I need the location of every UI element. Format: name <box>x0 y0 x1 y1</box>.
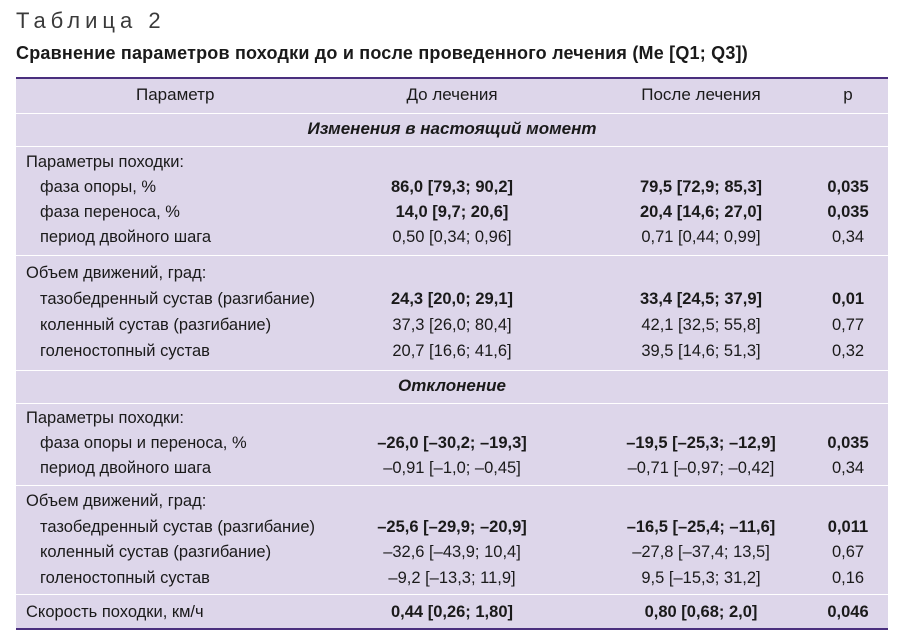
group-label <box>16 260 888 286</box>
row-after: 9,5 [–15,3; 31,2] <box>641 569 761 587</box>
row-before: –25,6 [–29,9; –20,9] <box>377 518 527 536</box>
row-p: 0,16 <box>831 569 865 587</box>
row-separator <box>16 370 888 371</box>
row-separator <box>16 146 888 147</box>
table-row <box>16 286 888 312</box>
row-param: тазобедренный сустав (разгибание) <box>40 290 316 308</box>
row-param: коленный сустав (разгибание) <box>40 316 272 334</box>
table-row <box>16 430 888 456</box>
row-separator <box>16 594 888 595</box>
row-param: период двойного шага <box>40 459 212 477</box>
header-param: Параметр <box>136 85 215 104</box>
table-row <box>16 514 888 540</box>
row-p: 0,77 <box>831 316 865 334</box>
row-p: 0,34 <box>831 459 865 477</box>
row-before: 0,50 [0,34; 0,96] <box>392 228 512 246</box>
row-param: фаза опоры, % <box>40 178 157 196</box>
row-param: Скорость походки, км/ч <box>26 603 204 621</box>
section-title-current: Изменения в настоящий момент <box>307 119 597 138</box>
row-p: 0,035 <box>827 178 869 196</box>
row-before: 37,3 [26,0; 80,4] <box>392 316 512 334</box>
row-after: 0,71 [0,44; 0,99] <box>641 228 761 246</box>
table-row <box>16 174 888 200</box>
row-before: 0,44 [0,26; 1,80] <box>391 603 513 621</box>
row-before: –9,2 [–13,3; 11,9] <box>388 569 516 587</box>
row-separator <box>16 255 888 256</box>
row-param: фаза переноса, % <box>40 203 180 221</box>
header-p: p <box>843 85 853 104</box>
row-after: 33,4 [24,5; 37,9] <box>640 290 762 308</box>
row-p: 0,67 <box>831 543 865 561</box>
row-p: 0,32 <box>831 342 865 360</box>
row-separator <box>16 485 888 486</box>
table-title: Сравнение параметров походки до и после проведенного лечения (Me [Q1; Q3]) <box>16 43 748 63</box>
row-after: –16,5 [–25,4; –11,6] <box>626 518 776 536</box>
row-before: –26,0 [–30,2; –19,3] <box>377 434 527 452</box>
row-before: 24,3 [20,0; 29,1] <box>391 290 513 308</box>
group-label <box>16 149 888 175</box>
row-param: голеностопный сустав <box>40 569 210 587</box>
row-p: 0,035 <box>827 434 869 452</box>
row-param: коленный сустав (разгибание) <box>40 543 272 561</box>
table-caption: Таблица 2 <box>16 8 166 33</box>
table-header-row <box>16 82 888 108</box>
row-before: –32,6 [–43,9; 10,4] <box>383 543 521 561</box>
row-separator <box>16 403 888 404</box>
section-title-deviation: Отклонение <box>398 376 506 395</box>
row-param: период двойного шага <box>40 228 212 246</box>
row-p: 0,01 <box>831 290 865 308</box>
table-row <box>16 599 888 625</box>
table-row <box>16 312 888 338</box>
group-label-gait: Параметры походки: <box>26 153 184 171</box>
row-before: –0,91 [–1,0; –0,45] <box>383 459 521 477</box>
data-table <box>16 77 888 630</box>
row-after: 20,4 [14,6; 27,0] <box>640 203 762 221</box>
group-label-range: Объем движений, град: <box>26 492 207 510</box>
row-after: –0,71 [–0,97; –0,42] <box>627 459 775 477</box>
row-param: тазобедренный сустав (разгибание) <box>40 518 316 536</box>
row-before: 86,0 [79,3; 90,2] <box>391 178 513 196</box>
group-label-range: Объем движений, град: <box>26 264 207 282</box>
row-p: 0,011 <box>827 518 869 536</box>
table-row <box>16 199 888 225</box>
row-after: 79,5 [72,9; 85,3] <box>640 178 762 196</box>
row-p: 0,34 <box>831 228 865 246</box>
row-p: 0,046 <box>827 603 869 621</box>
row-param: голеностопный сустав <box>40 342 210 360</box>
table-row <box>16 539 888 565</box>
row-param: фаза опоры и переноса, % <box>40 434 247 452</box>
row-separator <box>16 113 888 114</box>
table-row <box>16 455 888 481</box>
row-after: 39,5 [14,6; 51,3] <box>641 342 761 360</box>
row-after: 42,1 [32,5; 55,8] <box>641 316 761 334</box>
row-before: 14,0 [9,7; 20,6] <box>395 203 509 221</box>
table-row <box>16 338 888 364</box>
row-after: 0,80 [0,68; 2,0] <box>644 603 758 621</box>
row-after: –19,5 [–25,3; –12,9] <box>626 434 776 452</box>
group-label <box>16 488 888 514</box>
table-row <box>16 224 888 250</box>
header-after: После лечения <box>641 85 761 104</box>
row-p: 0,035 <box>827 203 869 221</box>
row-before: 20,7 [16,6; 41,6] <box>392 342 512 360</box>
table-row <box>16 565 888 591</box>
header-before: До лечения <box>406 85 498 104</box>
row-after: –27,8 [–37,4; 13,5] <box>632 543 770 561</box>
group-label <box>16 405 888 431</box>
group-label-gait: Параметры походки: <box>26 409 184 427</box>
